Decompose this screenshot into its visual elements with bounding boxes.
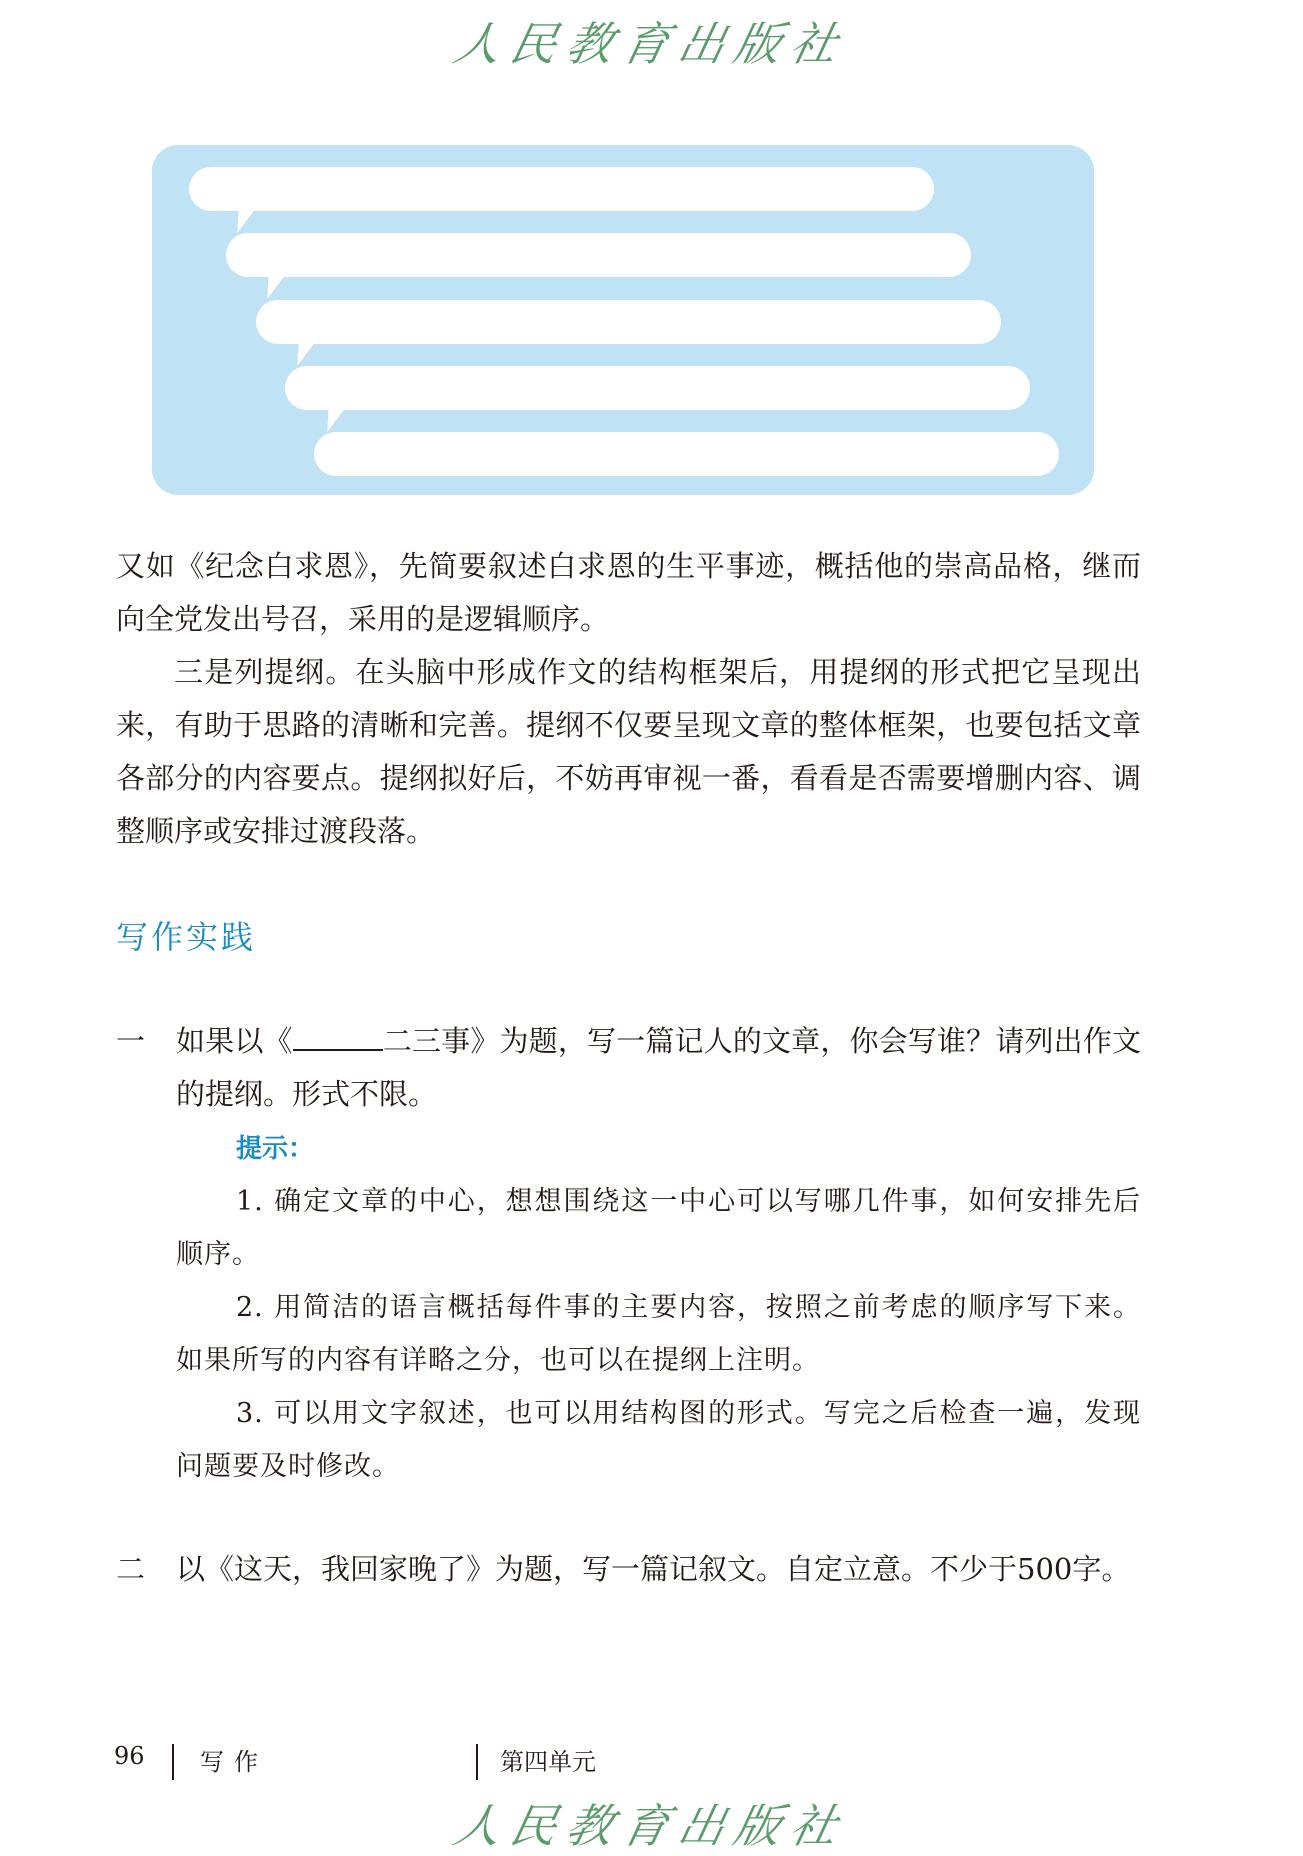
footer-divider	[172, 1744, 174, 1780]
page-number: 96	[114, 1742, 145, 1770]
task-text	[176, 1015, 1141, 1121]
task-text: 以《这天，我回家晚了》为题，写一篇记叙文。自定立意。不少于500字。	[176, 1552, 1131, 1586]
speech-bubble-2	[226, 233, 971, 277]
speech-bubble-3	[256, 300, 1001, 344]
hint-item-2: 2. 用简洁的语言概括每件事的主要内容，按照之前考虑的顺序写下来。如果所写的内容有详略之分，也可以在提纲上注明。	[176, 1292, 1141, 1376]
task-text-after-blank: 二三事》为题，写一篇记人的文章，你会写谁？请列出作文的提纲。形式不限。	[176, 1024, 1141, 1111]
speech-bubble-4	[285, 366, 1030, 410]
fill-in-blank	[293, 1023, 383, 1051]
body-paragraph-1: 又如《纪念白求恩》，先简要叙述白求恩的生平事迹，概括他的崇高品格，继而向全党发出号召，采用的是逻辑顺序。	[116, 549, 1141, 636]
hint-label: 提示：	[236, 1134, 315, 1164]
speech-bubble-illustration	[152, 145, 1094, 495]
speech-bubble-1	[189, 167, 934, 211]
page-footer	[0, 1742, 1303, 1782]
footer-section-name: 写作	[200, 1748, 268, 1776]
footer-unit-name: 第四单元	[500, 1748, 596, 1776]
speech-bubble-5	[314, 432, 1059, 476]
publisher-logo-bottom: 人民教育出版社	[449, 1799, 853, 1853]
task-number: 一	[116, 1024, 146, 1058]
task-1	[116, 1015, 1141, 1121]
publisher-logo-top: 人民教育出版社	[449, 17, 853, 71]
hint-item-3: 3. 可以用文字叙述，也可以用结构图的形式。写完之后检查一遍，发现问题要及时修改。	[176, 1398, 1141, 1482]
task-2	[116, 1543, 1141, 1596]
footer-divider	[476, 1744, 478, 1780]
body-paragraph-2: 三是列提纲。在头脑中形成作文的结构框架后，用提纲的形式把它呈现出来，有助于思路的清晰和完善。提纲不仅要呈现文章的整体框架，也要包括文章各部分的内容要点。提纲拟好后，不妨再审视一番，看看是否需要增删内容、调整顺序或安排过渡段落。	[116, 655, 1141, 848]
task-number: 二	[116, 1552, 146, 1586]
section-heading: 写作实践	[116, 918, 257, 956]
task-text-before-blank: 如果以《	[176, 1024, 293, 1058]
hint-item-1: 1. 确定文章的中心，想想围绕这一中心可以写哪几件事，如何安排先后顺序。	[176, 1186, 1141, 1270]
